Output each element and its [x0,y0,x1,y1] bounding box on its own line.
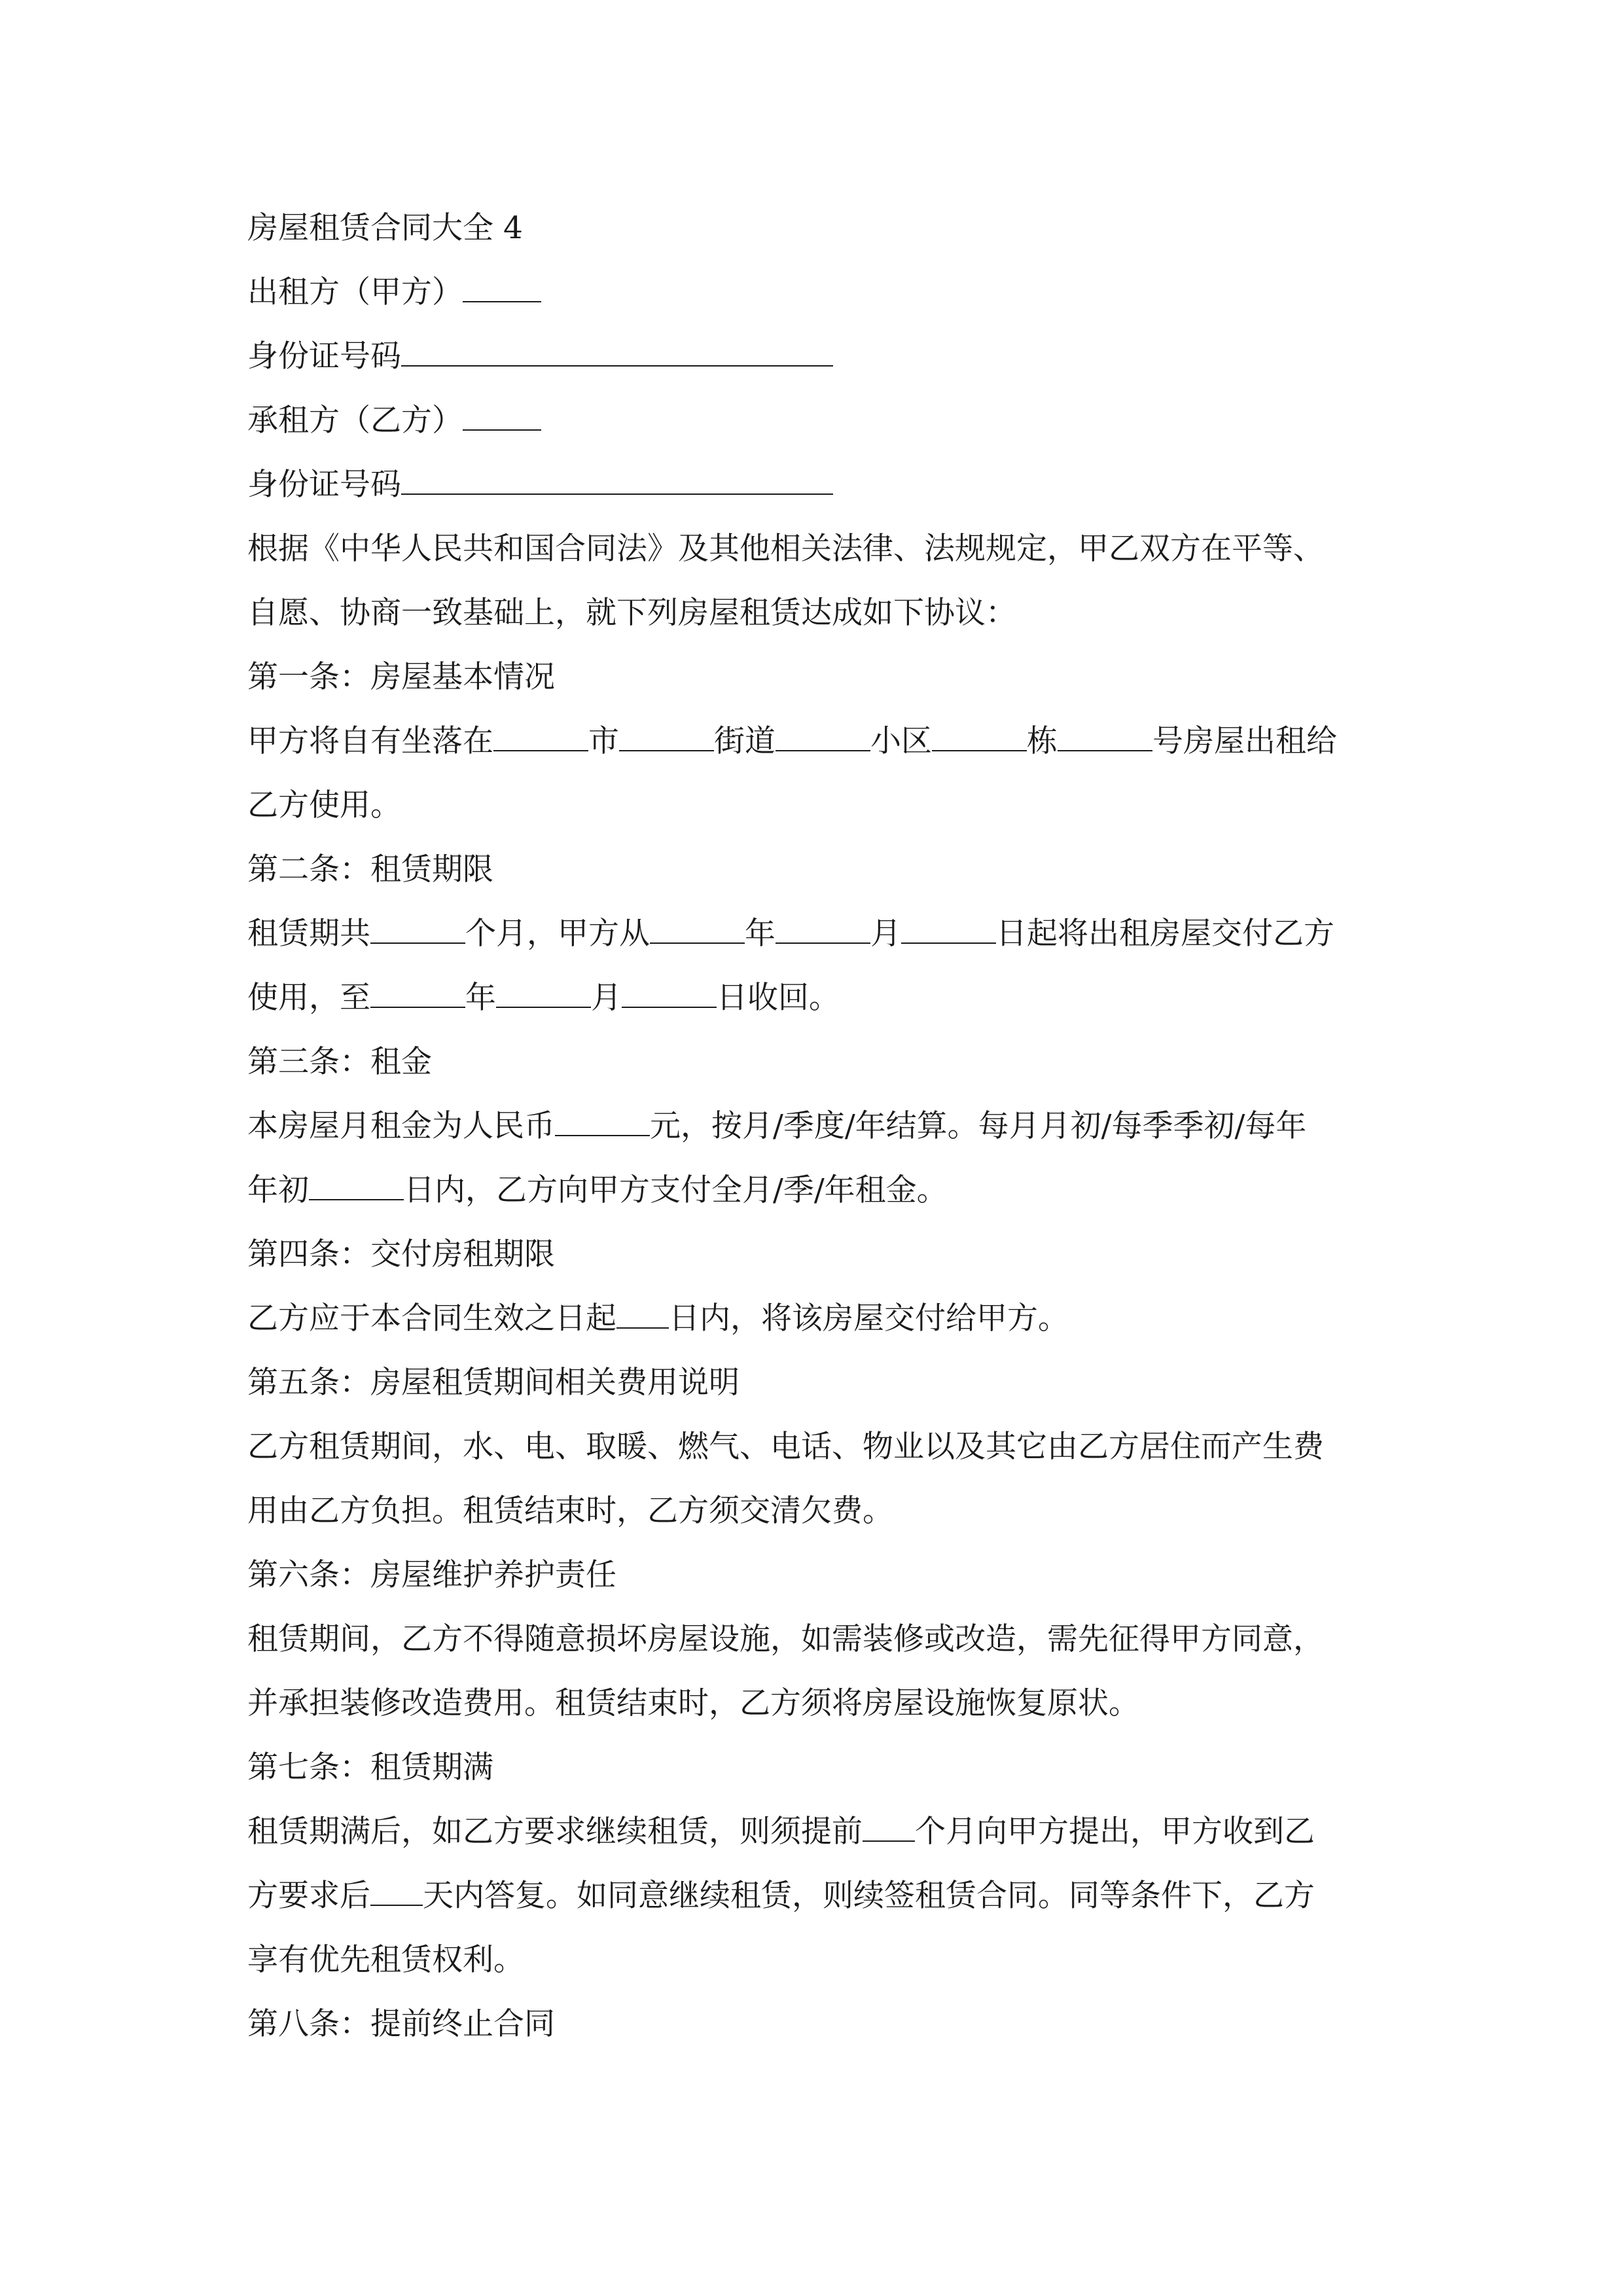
article-3-line-1: 本房屋月租金为人民币 元，按月/季度/年结算。每月月初/每季季初/每年 [247,1094,1399,1158]
article-4-title: 第四条：交付房租期限 [247,1236,555,1272]
preamble-line-2: 自愿、协商一致基础上，就下列房屋租赁达成如下协议： [247,595,1016,631]
article-4-line-1: 乙方应于本合同生效之日起 日内，将该房屋交付给甲方。 [247,1287,1399,1351]
article-8-title: 第八条：提前终止合同 [247,2006,555,2042]
article-2-title: 第二条：租赁期限 [247,852,493,888]
document-body [247,196,1399,2056]
article-1-title: 第一条：房屋基本情况 [247,659,555,695]
document-title: 房屋租赁合同大全 4 [247,210,523,246]
article-5-line-2: 用由乙方负担。租赁结束时，乙方须交清欠费。 [247,1493,893,1529]
article-1-line-1: 甲方将自有坐落在 市 街道 小区 栋 号房屋出租给 [247,709,1399,774]
article-1-line-2: 乙方使用。 [247,787,401,823]
article-2-line-1: 租赁期共 个月，甲方从 年 月 日起将出租房屋交付乙方 [247,902,1399,966]
article-3-line-2: 年初 日内，乙方向甲方支付全月/季/年租金。 [247,1158,1399,1223]
lessee-blank [463,399,541,431]
lessor-line: 出租方（甲方） [247,260,1399,325]
article-7-line-1: 租赁期满后，如乙方要求继续租赁，则须提前 个月向甲方提出，甲方收到乙 [247,1800,1399,1864]
lessor-id-line: 身份证号码 [247,325,1399,389]
article-5-line-1: 乙方租赁期间，水、电、取暖、燃气、电话、物业以及其它由乙方居住而产生费 [247,1429,1324,1465]
lessee-id-line: 身份证号码 [247,453,1399,517]
article-7-line-3: 享有优先租赁权利。 [247,1942,524,1978]
article-7-line-2: 方要求后 天内答复。如同意继续租赁，则续签租赁合同。同等条件下，乙方 [247,1864,1399,1928]
preamble-line-1: 根据《中华人民共和国合同法》及其他相关法律、法规规定，甲乙双方在平等、 [247,531,1324,567]
lessee-line: 承租方（乙方） [247,389,1399,453]
lessee-id-blank [401,463,833,495]
article-5-title: 第五条：房屋租赁期间相关费用说明 [247,1365,740,1401]
article-6-title: 第六条：房屋维护养护责任 [247,1557,616,1593]
article-6-line-2: 并承担装修改造费用。租赁结束时，乙方须将房屋设施恢复原状。 [247,1685,1139,1721]
lessor-id-blank [401,335,833,367]
lessor-blank [463,271,541,302]
article-3-title: 第三条：租金 [247,1044,432,1080]
article-6-line-1: 租赁期间，乙方不得随意损坏房屋设施，如需装修或改造，需先征得甲方同意， [247,1621,1324,1657]
article-2-line-2: 使用，至 年 月 日收回。 [247,966,1399,1030]
article-7-title: 第七条：租赁期满 [247,1749,493,1785]
